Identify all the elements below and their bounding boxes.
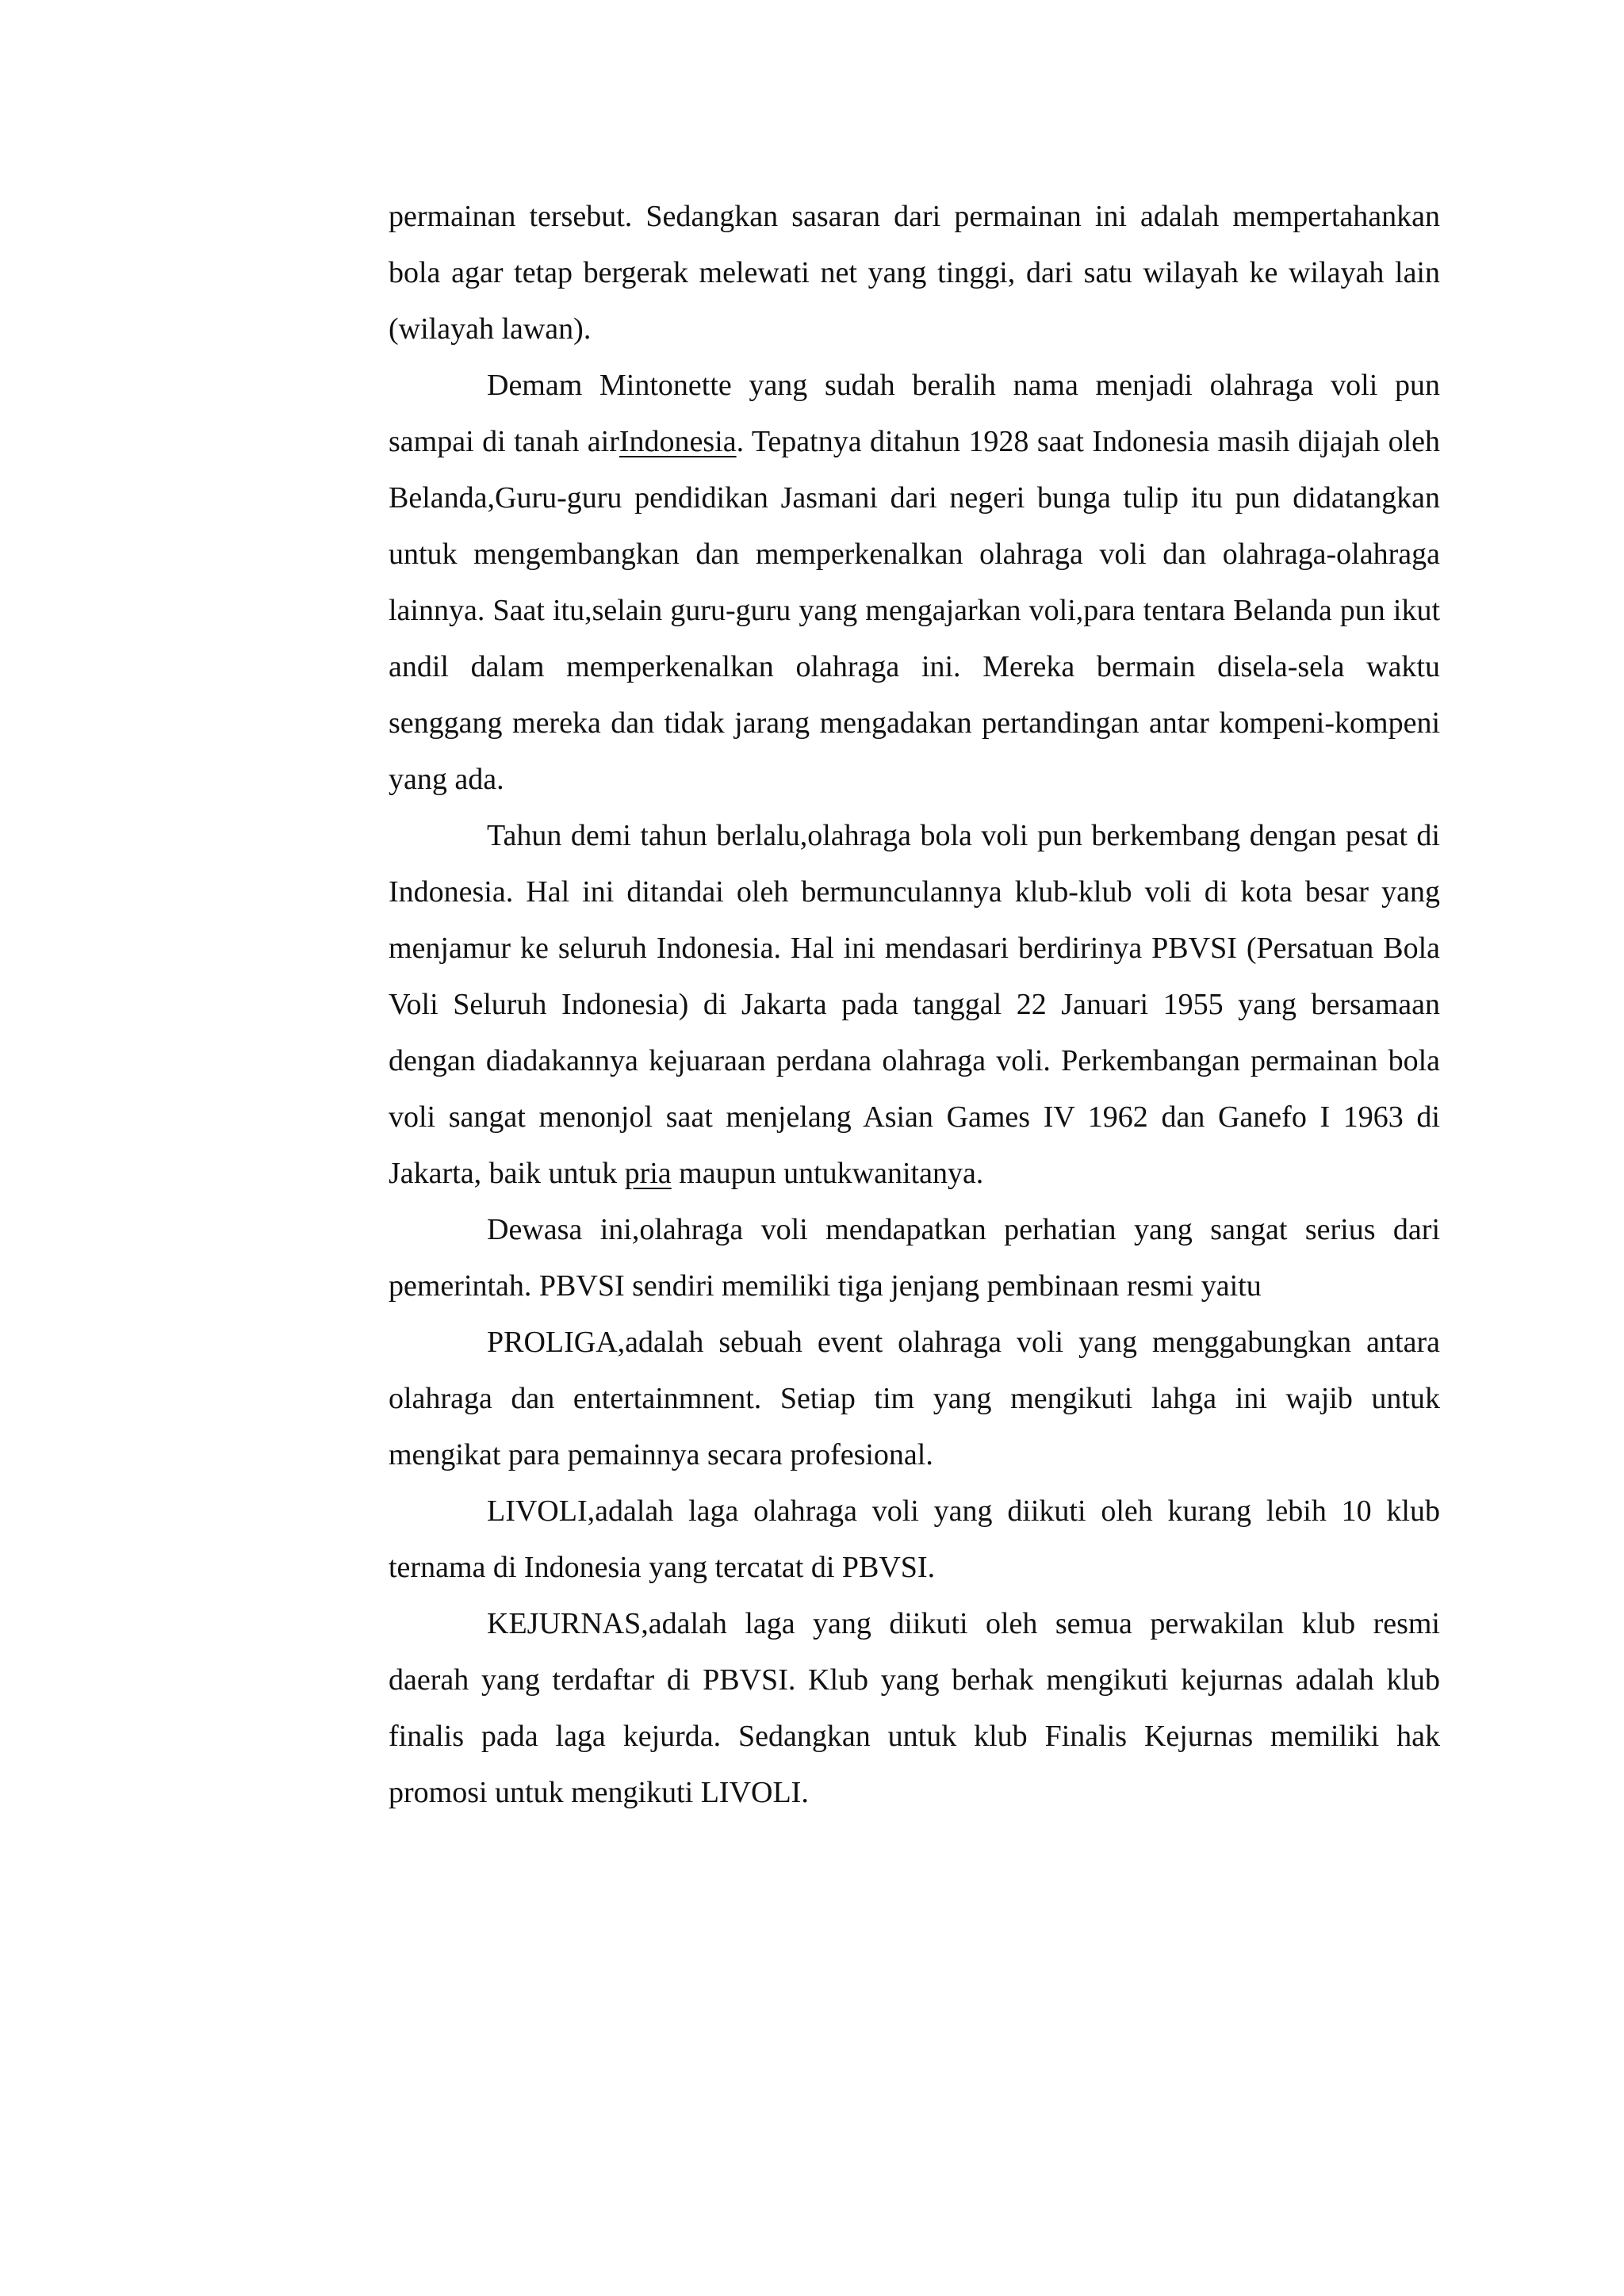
paragraph-text: PROLIGA,adalah sebuah event olahraga voli yang menggabungkan antara olahraga dan entertainmnent. Setiap tim yang mengikuti lahga ini wajib untuk mengikat para pemainnya secara profesional. — [389, 1326, 1440, 1471]
paragraph-5 — [389, 1314, 1440, 1483]
paragraph-3 — [389, 808, 1440, 1202]
paragraph-text: LIVOLI,adalah laga olahraga voli yang diikuti oleh kurang lebih 10 klub ternama di Indonesia yang tercatat di PBVSI. — [389, 1494, 1440, 1584]
paragraph-text: Demam Mintonette yang sudah beralih nama menjadi olahraga voli pun sampai di tanah air — [389, 369, 1440, 458]
paragraph-4 — [389, 1202, 1440, 1314]
paragraph-text: KEJURNAS,adalah laga yang diikuti oleh semua perwakilan klub resmi daerah yang terdaftar di PBVSI. Klub yang berhak mengikuti kejurnas adalah klub finalis pada laga kejurda. Sedangkan untuk klub Finalis Kejurnas memiliki hak promosi untuk mengikuti LIVOLI. — [389, 1607, 1440, 1809]
paragraph-text: Dewasa ini,olahraga voli mendapatkan perhatian yang sangat serius dari pemerintah. PBVSI sendiri memiliki tiga jenjang pembinaan resmi yaitu — [389, 1213, 1440, 1303]
paragraph-text: Tahun demi tahun berlalu,olahraga bola voli pun berkembang dengan pesat di Indonesia. Hal ini ditandai oleh bermunculannya klub-klub voli di kota besar yang menjamur ke seluruh Indonesia. Hal ini mendasari berdirinya PBVSI (Persatuan Bola Voli Seluruh Indonesia) di Jakarta pada tanggal 22 Januari 1955 yang bersamaan dengan diadakannya kejuaraan perdana olahraga voli. Perkembangan permainan bola voli sangat menonjol saat menjelang Asian Games IV 1962 dan Ganefo I 1963 di Jakarta, baik untuk — [389, 819, 1440, 1190]
paragraph-text: maupun untukwanitanya. — [671, 1157, 984, 1190]
hyperlink-indonesia[interactable]: Indonesia — [619, 425, 737, 458]
document-body — [389, 189, 1440, 1821]
paragraph-2 — [389, 358, 1440, 808]
paragraph-1 — [389, 189, 1440, 358]
paragraph-6 — [389, 1483, 1440, 1596]
paragraph-7 — [389, 1596, 1440, 1821]
paragraph-text: . Tepatnya ditahun 1928 saat Indonesia masih dijajah oleh Belanda,Guru-guru pendidikan Jasmani dari negeri bunga tulip itu pun didatangkan untuk mengembangkan dan memperkenalkan olahraga voli dan olahraga-olahraga lainnya. Saat itu,selain guru-guru yang mengajarkan voli,para tentara Belanda pun ikut andil dalam memperkenalkan olahraga ini. Mereka bermain disela-sela waktu senggang mereka dan tidak jarang mengadakan pertandingan antar kompeni-kompeni yang ada. — [389, 425, 1441, 796]
paragraph-text: permainan tersebut. Sedangkan sasaran dari permainan ini adalah mempertahankan bola agar tetap bergerak melewati net yang tinggi, dari satu wilayah ke wilayah lain (wilayah lawan). — [389, 200, 1440, 346]
hyperlink-pria[interactable]: pria — [624, 1157, 672, 1190]
